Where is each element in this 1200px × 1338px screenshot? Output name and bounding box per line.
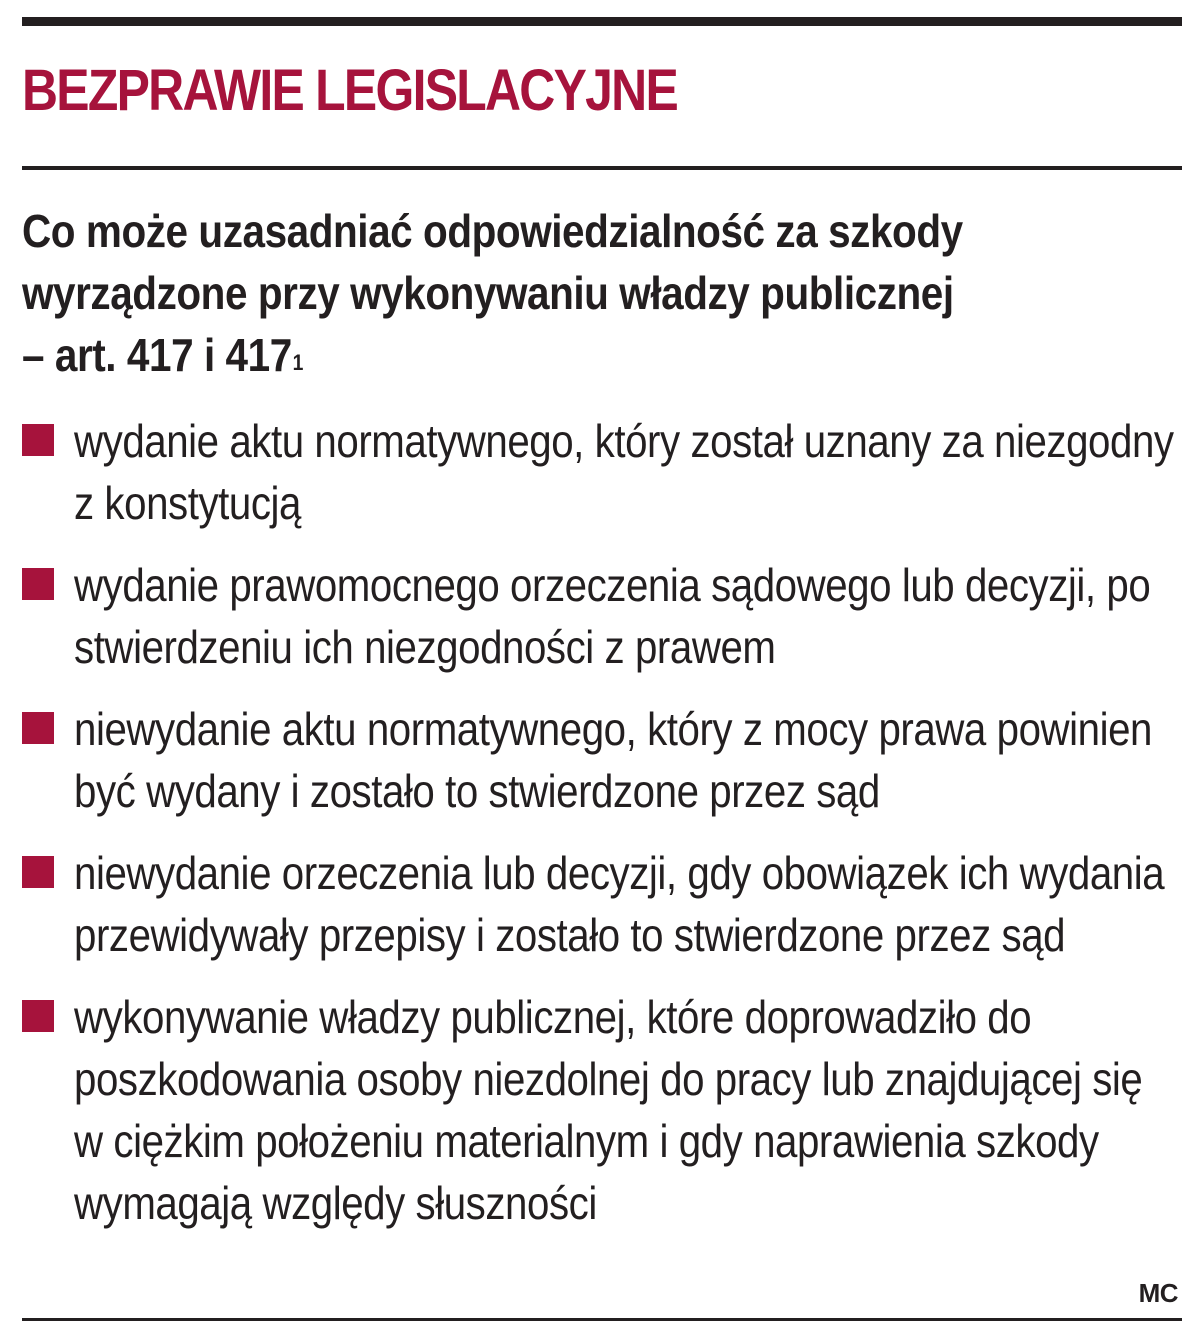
subtitle-line-3: – art. 417 i 417 (22, 329, 292, 381)
conditions-list (22, 410, 1182, 1254)
square-bullet-icon (22, 712, 54, 744)
author-credit: MC (1138, 1278, 1178, 1308)
top-rule (22, 17, 1182, 26)
square-bullet-icon (22, 1000, 54, 1032)
list-item-text: wydanie aktu normatywnego, który został uznany za niezgodny z konstytucją (74, 415, 1174, 529)
square-bullet-icon (22, 856, 54, 888)
bottom-rule (22, 1318, 1182, 1321)
box-subtitle (22, 200, 1096, 386)
square-bullet-icon (22, 568, 54, 600)
list-item-text: wydanie prawomocnego orzeczenia sądowego lub decyzji, po stwierdzeniu ich niezgodności z prawem (74, 559, 1151, 673)
list-item (22, 842, 1182, 966)
list-item-text: niewydanie aktu normatywnego, który z mocy prawa powinien być wydany i zostało to stwierdzone przez sąd (74, 703, 1153, 817)
subtitle-line-1: Co może uzasadniać odpowiedzialność za szkody (22, 205, 963, 257)
footnote-superscript: 1 (292, 350, 304, 375)
list-item (22, 986, 1182, 1234)
subtitle-line-2: wyrządzone przy wykonywaniu władzy publicznej (22, 267, 954, 319)
list-item-text: niewydanie orzeczenia lub decyzji, gdy obowiązek ich wydania przewidywały przepisy i zostało to stwierdzone przez sąd (74, 847, 1165, 961)
square-bullet-icon (22, 424, 54, 456)
list-item (22, 554, 1182, 678)
infobox (22, 0, 1182, 1338)
list-item (22, 698, 1182, 822)
box-title: BEZPRAWIE LEGISLACYJNE (22, 58, 678, 123)
list-item-text: wykonywanie władzy publicznej, które doprowadziło do poszkodowania osoby niezdolnej do pracy lub znajdującej się w ciężkim położeniu materialnym i gdy naprawienia szkody wymagają względy słuszności (74, 991, 1143, 1229)
title-divider (22, 166, 1182, 170)
list-item (22, 410, 1182, 534)
